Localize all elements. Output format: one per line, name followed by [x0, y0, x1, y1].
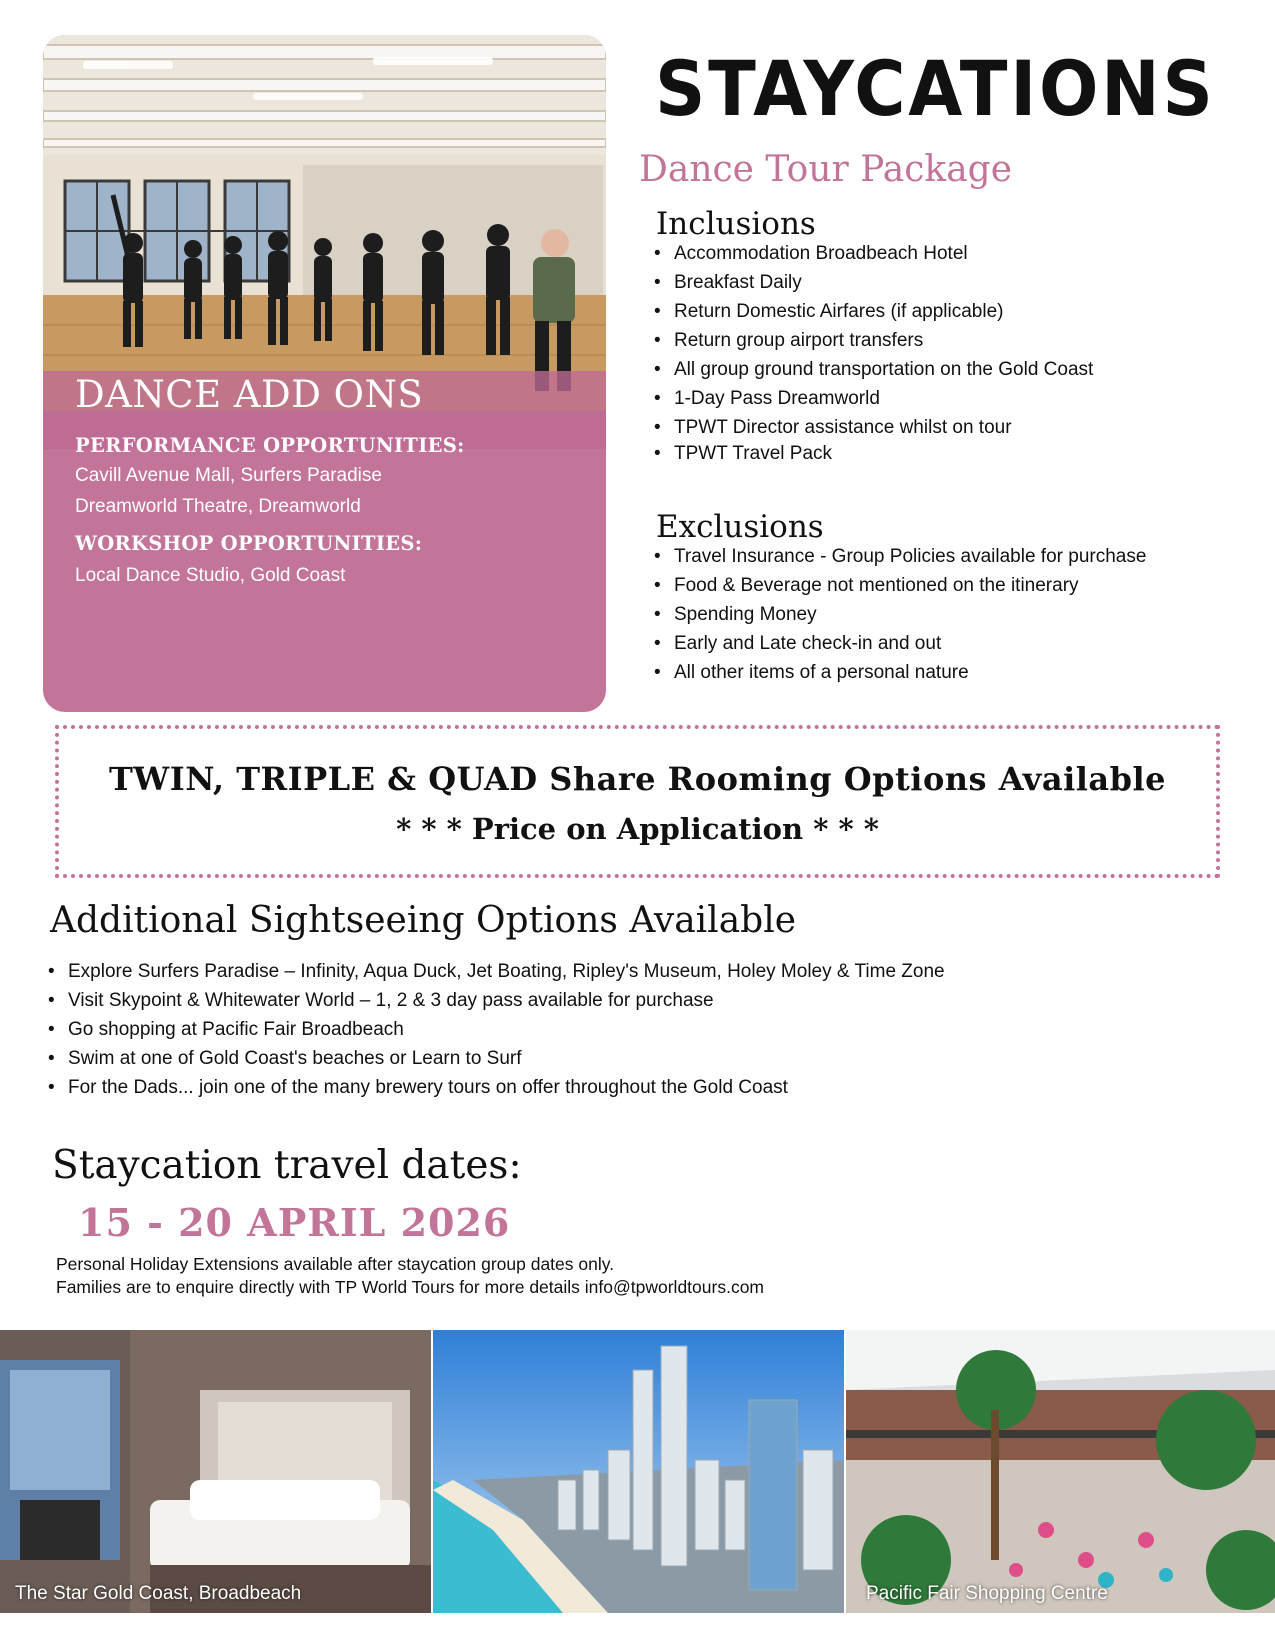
sightseeing-list: [46, 961, 945, 1106]
performance-heading: PERFORMANCE OPPORTUNITIES:: [75, 434, 465, 457]
list-item: • Spending Money: [652, 604, 1146, 633]
sightseeing-title: Additional Sightseeing Options Available: [50, 900, 797, 941]
list-item: • Food & Beverage not mentioned on the itinerary: [652, 575, 1146, 604]
travel-dates-title: Staycation travel dates:: [52, 1143, 522, 1188]
list-item: • Visit Skypoint & Whitewater World – 1, 2 & 3 day pass available for purchase: [46, 990, 945, 1019]
enquiry-note: Families are to enquire directly with TP World Tours for more details info@tpworldtours.com: [56, 1277, 764, 1297]
page-subtitle: Dance Tour Package: [639, 149, 1013, 190]
list-item: • Return Domestic Airfares (if applicable): [652, 301, 1093, 330]
performance-item: Cavill Avenue Mall, Surfers Paradise: [75, 465, 382, 486]
travel-dates-value: 15 - 20 APRIL 2026: [78, 1200, 511, 1245]
rooming-box: [55, 725, 1220, 878]
performance-item: Dreamworld Theatre, Dreamworld: [75, 496, 361, 517]
list-item: • TPWT Travel Pack: [652, 443, 1093, 469]
list-item: • For the Dads... join one of the many brewery tours on offer throughout the Gold Coast: [46, 1077, 945, 1106]
hotel-photo-caption: The Star Gold Coast, Broadbeach: [15, 1583, 302, 1604]
pacific-fair-photo: [846, 1330, 1275, 1613]
inclusions-title: Inclusions: [656, 206, 816, 242]
list-item: • All group ground transportation on the Gold Coast: [652, 359, 1093, 388]
inclusions-list: [652, 243, 1093, 469]
list-item: • Travel Insurance - Group Policies available for purchase: [652, 546, 1146, 575]
exclusions-list: [652, 546, 1146, 691]
price-note: * * * Price on Application * * *: [396, 812, 879, 846]
list-item: • Return group airport transfers: [652, 330, 1093, 359]
dance-addons-card: [43, 35, 606, 712]
list-item: • 1-Day Pass Dreamworld: [652, 388, 1093, 417]
workshop-item: Local Dance Studio, Gold Coast: [75, 565, 346, 586]
list-item: • Breakfast Daily: [652, 272, 1093, 301]
exclusions-title: Exclusions: [656, 509, 824, 545]
list-item: • Go shopping at Pacific Fair Broadbeach: [46, 1019, 945, 1048]
surfers-paradise-photo: [433, 1330, 844, 1613]
list-item: • Accommodation Broadbeach Hotel: [652, 243, 1093, 272]
extension-note: Personal Holiday Extensions available after staycation group dates only.: [56, 1254, 615, 1274]
rooming-headline: TWIN, TRIPLE & QUAD Share Rooming Options Available: [108, 760, 1166, 798]
list-item: • TPWT Director assistance whilst on tour: [652, 417, 1093, 443]
dance-addons-title: DANCE ADD ONS: [75, 373, 424, 416]
hotel-room-photo: [0, 1330, 431, 1613]
list-item: • All other items of a personal nature: [652, 662, 1146, 691]
list-item: • Early and Late check-in and out: [652, 633, 1146, 662]
page-title: STAYCATIONS: [655, 44, 1216, 133]
dance-studio-photo: [43, 35, 606, 411]
workshop-heading: WORKSHOP OPPORTUNITIES:: [75, 532, 423, 555]
mall-photo-caption: Pacific Fair Shopping Centre: [866, 1583, 1108, 1604]
list-item: • Swim at one of Gold Coast's beaches or Learn to Surf: [46, 1048, 945, 1077]
list-item: • Explore Surfers Paradise – Infinity, Aqua Duck, Jet Boating, Ripley's Museum, Holey Moley & Time Zone: [46, 961, 945, 990]
